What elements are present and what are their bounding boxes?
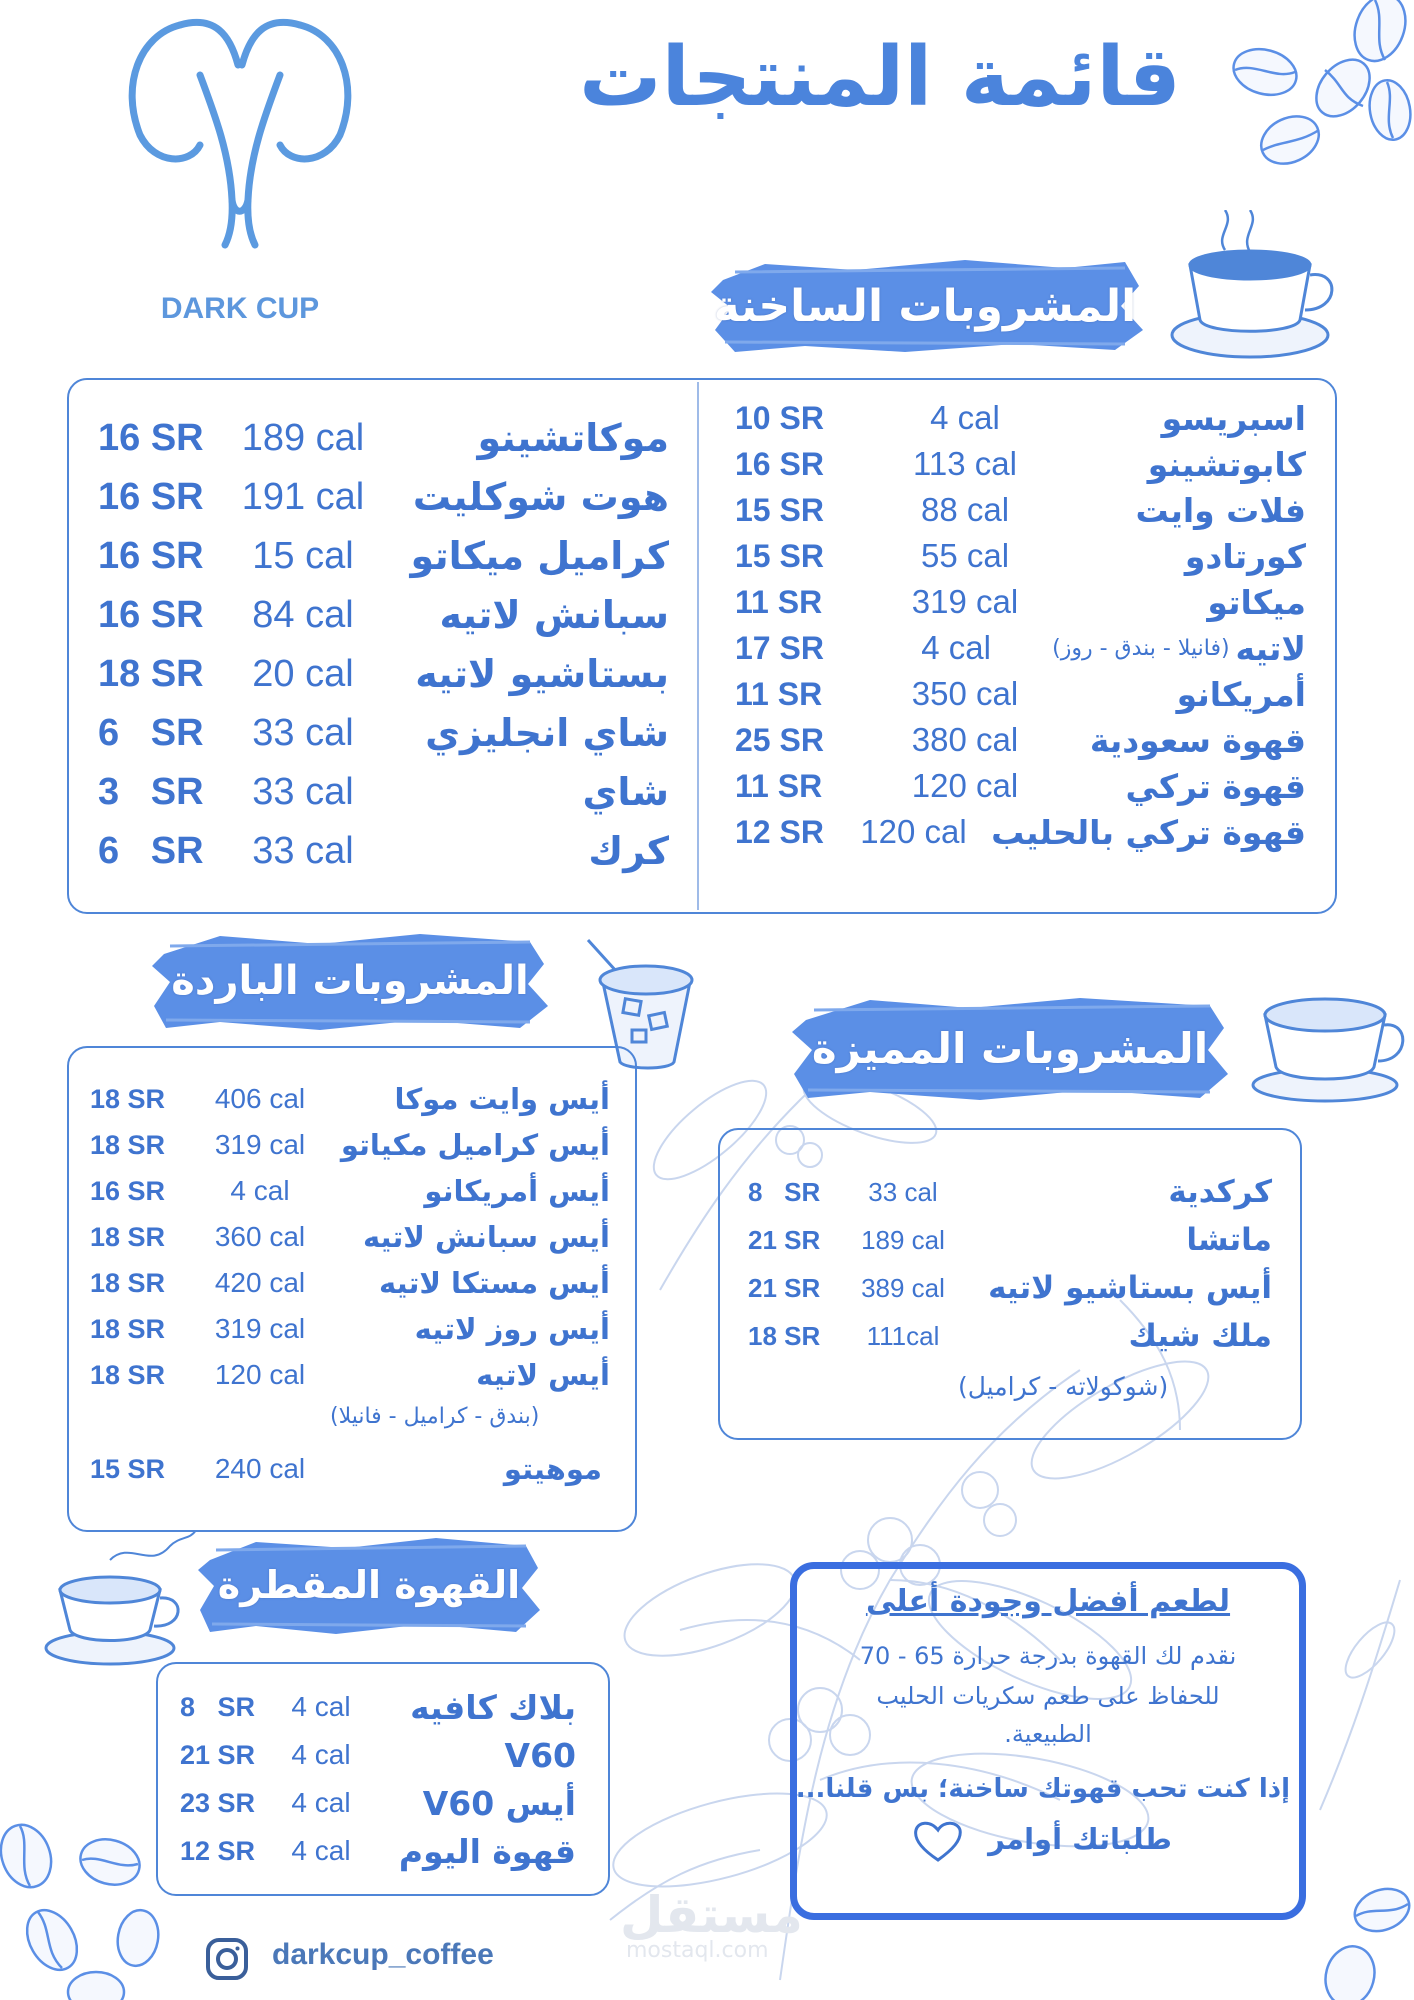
coffee-plant-illustration — [1300, 1560, 1410, 1820]
item-price: 21 SR — [180, 1739, 256, 1770]
item-name: V60 — [504, 1735, 576, 1775]
item-price: 16 SR — [90, 1175, 166, 1206]
item-calories: 420 cal — [214, 1267, 306, 1298]
list-item — [90, 1308, 610, 1350]
item-price: 16 SR — [98, 593, 204, 636]
list-item — [98, 825, 669, 877]
item-price: 16 SR — [98, 416, 204, 459]
item-calories: 189 cal — [241, 416, 365, 459]
list-item — [90, 1448, 602, 1490]
item-name: أيس أمريكانو — [424, 1174, 610, 1208]
item-name: كركدية — [1168, 1174, 1272, 1210]
promo-heading: لطعم أفضل وجودة أعلى — [865, 1584, 1231, 1619]
list-item — [180, 1780, 576, 1826]
item-price: 21 SR — [748, 1224, 821, 1255]
item-name: أيس روز لاتيه — [414, 1312, 610, 1346]
section-banner-special — [790, 990, 1230, 1106]
item-price: 18 SR — [90, 1267, 166, 1298]
section-title-hot: المشروبات الساخنة — [713, 280, 1137, 332]
watermark-brand: مستقل — [620, 1886, 803, 1944]
coffee-beans-icon — [1225, 0, 1414, 180]
item-name: أيس وايت موكا — [394, 1082, 610, 1116]
item-calories: 319 cal — [214, 1129, 306, 1160]
item-price: 6 SR — [98, 711, 204, 754]
list-item — [735, 810, 1306, 854]
item-name: لاتيه — [1235, 628, 1306, 668]
instagram-handle-link[interactable]: darkcup_coffee — [272, 1938, 494, 1971]
item-price: 11 SR — [735, 583, 823, 620]
item-calories: 189 cal — [861, 1224, 945, 1255]
coffee-beans-icon — [0, 1820, 160, 2000]
list-item — [180, 1732, 576, 1778]
promo-line: نقدم لك القهوة بدرجة حرارة 65 - 70 — [859, 1642, 1237, 1670]
item-price: 17 SR — [735, 629, 824, 666]
promo-line: الطبيعية. — [1004, 1720, 1092, 1748]
item-calories: 55 cal — [920, 537, 1010, 574]
coffee-cup-icon — [1250, 975, 1410, 1105]
list-item — [735, 442, 1306, 486]
item-calories: 88 cal — [920, 491, 1010, 528]
item-name: ملك شيك — [1128, 1318, 1272, 1354]
list-item — [98, 471, 669, 523]
list-item — [98, 589, 669, 641]
item-name: أيس مستكا لاتيه — [379, 1266, 610, 1300]
item-name: كابوتشينو — [1147, 444, 1306, 484]
list-item — [735, 580, 1306, 624]
list-item — [180, 1828, 576, 1874]
item-calories: 319 cal — [214, 1313, 306, 1344]
item-name: اسبريسو — [1161, 398, 1306, 438]
item-price: 18 SR — [90, 1129, 166, 1160]
hot-drinks-divider — [697, 382, 699, 910]
list-item — [98, 707, 669, 759]
brand-name: DARK CUP — [160, 292, 320, 325]
item-calories: 4 cal — [291, 1787, 351, 1818]
item-calories: 4 cal — [291, 1835, 351, 1866]
item-price: 18 SR — [90, 1221, 166, 1252]
item-price: 21 SR — [748, 1272, 821, 1303]
list-item — [98, 530, 669, 582]
item-name: ميكاتو — [1207, 582, 1306, 622]
list-item — [735, 626, 1306, 670]
item-name: فلات وايت — [1135, 490, 1306, 530]
coffee-beans-icon — [1310, 1880, 1414, 2000]
item-price: 15 SR — [90, 1453, 166, 1484]
item-price: 18 SR — [90, 1359, 166, 1390]
item-name: بلاك كافيه — [410, 1687, 576, 1727]
heart-icon — [912, 1818, 964, 1864]
list-item — [748, 1266, 1272, 1310]
item-calories: 120 cal — [911, 767, 1019, 804]
item-name: هوت شوكليت — [412, 475, 669, 519]
item-price: 12 SR — [735, 813, 824, 850]
list-item — [748, 1170, 1272, 1214]
list-item — [90, 1170, 610, 1212]
section-banner-drip — [196, 1532, 542, 1638]
item-calories: 240 cal — [214, 1453, 306, 1484]
brand-logo — [120, 15, 360, 255]
item-calories: 4 cal — [921, 629, 991, 666]
promo-line: إذا كنت تحب قهوتك ساخنة؛ بس قلنا... — [795, 1774, 1290, 1804]
list-item — [735, 672, 1306, 716]
item-price: 18 SR — [90, 1083, 166, 1114]
item-calories: 120 cal — [214, 1359, 306, 1390]
item-name: كراميل ميكاتو — [410, 534, 669, 578]
item-calories: 33 cal — [252, 711, 354, 754]
item-calories: 4 cal — [930, 399, 1000, 436]
item-name: أمريكانو — [1176, 674, 1306, 714]
item-calories: 4 cal — [291, 1739, 351, 1770]
item-calories: 380 cal — [911, 721, 1019, 758]
section-title-cold: المشروبات الباردة — [171, 958, 529, 1004]
item-price: 10 SR — [735, 399, 824, 436]
item-price: 8 SR — [180, 1691, 256, 1722]
section-title-drip: القهوة المقطرة — [217, 1563, 521, 1607]
list-item — [735, 764, 1306, 808]
item-price: 12 SR — [180, 1835, 256, 1866]
item-name: قهوة تركي بالحليب — [991, 812, 1306, 852]
item-price: 18 SR — [98, 652, 204, 695]
item-price: 18 SR — [90, 1313, 166, 1344]
item-name: أيس كراميل مكياتو — [340, 1128, 610, 1162]
item-price: 18 SR — [748, 1320, 821, 1351]
item-name: موكاتشينو — [477, 416, 669, 460]
item-calories: 111cal — [866, 1320, 940, 1351]
item-name: أيس بستاشيو لاتيه — [988, 1270, 1272, 1306]
watermark-url: mostaql.com — [626, 1938, 769, 1963]
item-name: قهوة تركي — [1125, 766, 1306, 806]
item-name: سبانش لاتيه — [439, 593, 669, 637]
item-name: قهوة اليوم — [398, 1831, 576, 1871]
item-name: أيس سبانش لاتيه — [362, 1220, 610, 1254]
instagram-icon[interactable] — [205, 1937, 249, 1981]
item-calories: 191 cal — [241, 475, 365, 518]
list-item — [735, 534, 1306, 578]
item-name: شاي انجليزي — [425, 711, 669, 755]
item-price: 11 SR — [735, 675, 823, 712]
promo-line: للحفاظ على طعم سكريات الحليب — [876, 1682, 1220, 1710]
item-calories: 319 cal — [911, 583, 1019, 620]
item-calories: 4 cal — [291, 1691, 351, 1722]
item-price: 11 SR — [735, 767, 823, 804]
list-item — [98, 766, 669, 818]
list-item — [90, 1124, 610, 1166]
item-name: موهيتو — [503, 1452, 602, 1486]
list-item — [735, 488, 1306, 532]
promo-line: طلباتك أوامر — [988, 1822, 1172, 1856]
item-price: 25 SR — [735, 721, 824, 758]
item-price: 16 SR — [735, 445, 824, 482]
item-calories: 4 cal — [230, 1175, 290, 1206]
item-calories: 120 cal — [860, 813, 967, 850]
item-note: (بندق - كراميل - فانيلا) — [330, 1404, 540, 1429]
page-title: قائمة المنتجات — [579, 30, 1181, 125]
item-note: (فانيلا - بندق - روز) — [1052, 635, 1230, 661]
section-banner-cold — [150, 928, 550, 1034]
list-item — [90, 1078, 610, 1120]
list-item — [98, 648, 669, 700]
section-banner-hot — [705, 252, 1145, 360]
item-price: 16 SR — [98, 534, 204, 577]
list-item — [180, 1684, 576, 1730]
item-calories: 350 cal — [911, 675, 1019, 712]
item-name: بستاشيو لاتيه — [415, 652, 669, 696]
item-price: 15 SR — [735, 491, 824, 528]
item-name: قهوة سعودية — [1089, 720, 1306, 760]
list-item — [735, 396, 1306, 440]
coffee-cup-icon — [40, 1530, 210, 1670]
item-price: 6 SR — [98, 829, 204, 872]
item-calories: 84 cal — [252, 593, 354, 636]
item-calories: 406 cal — [214, 1083, 306, 1114]
item-calories: 15 cal — [252, 534, 354, 577]
item-calories: 113 cal — [913, 445, 1017, 482]
list-item — [748, 1218, 1272, 1262]
list-item — [98, 412, 669, 464]
list-item — [748, 1314, 1272, 1358]
item-name: أيس لاتيه — [476, 1358, 610, 1392]
item-name: ماتشا — [1186, 1222, 1272, 1258]
item-calories: 360 cal — [214, 1221, 306, 1252]
item-calories: 20 cal — [252, 652, 354, 695]
item-name: شاي — [582, 770, 669, 814]
item-calories: 33 cal — [868, 1176, 938, 1207]
item-price: 3 SR — [98, 770, 204, 813]
item-calories: 389 cal — [861, 1272, 945, 1303]
item-name: أيس V60 — [422, 1783, 576, 1823]
item-price: 8 SR — [748, 1176, 821, 1207]
item-price: 23 SR — [180, 1787, 256, 1818]
item-name: كرك — [588, 829, 669, 873]
list-item — [735, 718, 1306, 762]
coffee-cup-icon — [1165, 210, 1335, 360]
item-price: 16 SR — [98, 475, 204, 518]
list-item — [90, 1262, 610, 1304]
item-calories: 33 cal — [252, 829, 354, 872]
section-title-special: المشروبات المميزة — [811, 1023, 1209, 1073]
item-calories: 33 cal — [252, 770, 354, 813]
list-item — [90, 1354, 610, 1396]
list-item — [90, 1216, 610, 1258]
item-name: كورتادو — [1184, 536, 1306, 576]
item-price: 15 SR — [735, 537, 824, 574]
item-note: (شوكولاته - كراميل) — [958, 1372, 1169, 1401]
